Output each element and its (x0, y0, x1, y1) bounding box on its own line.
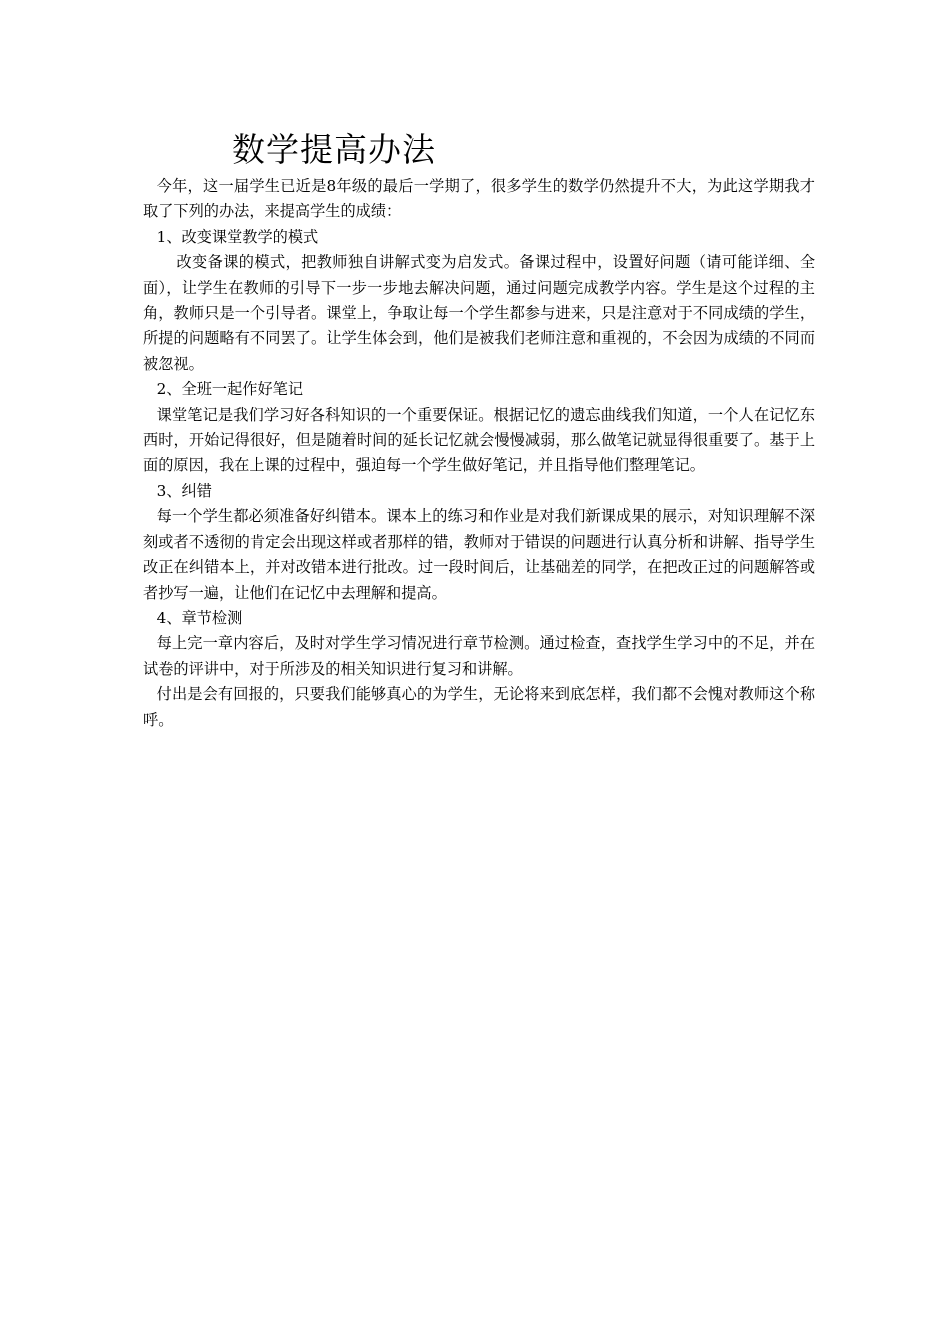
section-paragraph-4: 每上完一章内容后，及时对学生学习情况进行章节检测。通过检查，查找学生学习中的不足，并在试卷的评讲中，对于所涉及的相关知识进行复习和讲解。 (143, 634, 815, 678)
section-paragraph-2: 课堂笔记是我们学习好各科知识的一个重要保证。根据记忆的遗忘曲线我们知道，一个人在记忆东西时，开始记得很好，但是随着时间的延长记忆就会慢慢减弱，那么做笔记就显得很重要了。基于上面的原因，我在上课的过程中，强迫每一个学生做好笔记，并且指导他们整理笔记。 (143, 405, 815, 475)
section-heading-1: 1、改变课堂教学的模式 (156, 227, 319, 246)
section-paragraph-3: 每一个学生都必须准备好纠错本。课本上的练习和作业是对我们新课成果的展示，对知识理解不深刻或者不透彻的肯定会出现这样或者那样的错，教师对于错误的问题进行认真分析和讲解、指导学生改正在纠错本上，并对改错本进行批改。过一段时间后，让基础差的同学，在把改正过的问题解答或者抄写一遍，让他们在记忆中去理解和提高。 (143, 507, 815, 602)
document-body (143, 174, 815, 733)
intro-paragraph: 今年，这一届学生已近是8年级的最后一学期了，很多学生的数学仍然提升不大，为此这学期我才取了下列的办法，来提高学生的成绩： (143, 177, 815, 221)
section-heading-4: 4、章节检测 (156, 608, 243, 627)
section-paragraph-1: 改变备课的模式，把教师独自讲解式变为启发式。备课过程中，设置好问题（请可能详细、全面），让学生在教师的引导下一步一步地去解决问题，通过问题完成教学内容。学生是这个过程的主角，教师只是一个引导者。课堂上，争取让每一个学生都参与进来，只是注意对于不同成绩的学生，所提的问题略有不同罢了。让学生体会到，他们是被我们老师注意和重视的，不会因为成绩的不同而被忽视。 (143, 253, 815, 373)
section-heading-3: 3、纠错 (156, 481, 212, 500)
document-title: 数学提高办法 (232, 130, 436, 169)
closing-paragraph: 付出是会有回报的，只要我们能够真心的为学生，无论将来到底怎样，我们都不会愧对教师这个称呼。 (143, 685, 815, 729)
section-heading-2: 2、全班一起作好笔记 (156, 380, 304, 399)
